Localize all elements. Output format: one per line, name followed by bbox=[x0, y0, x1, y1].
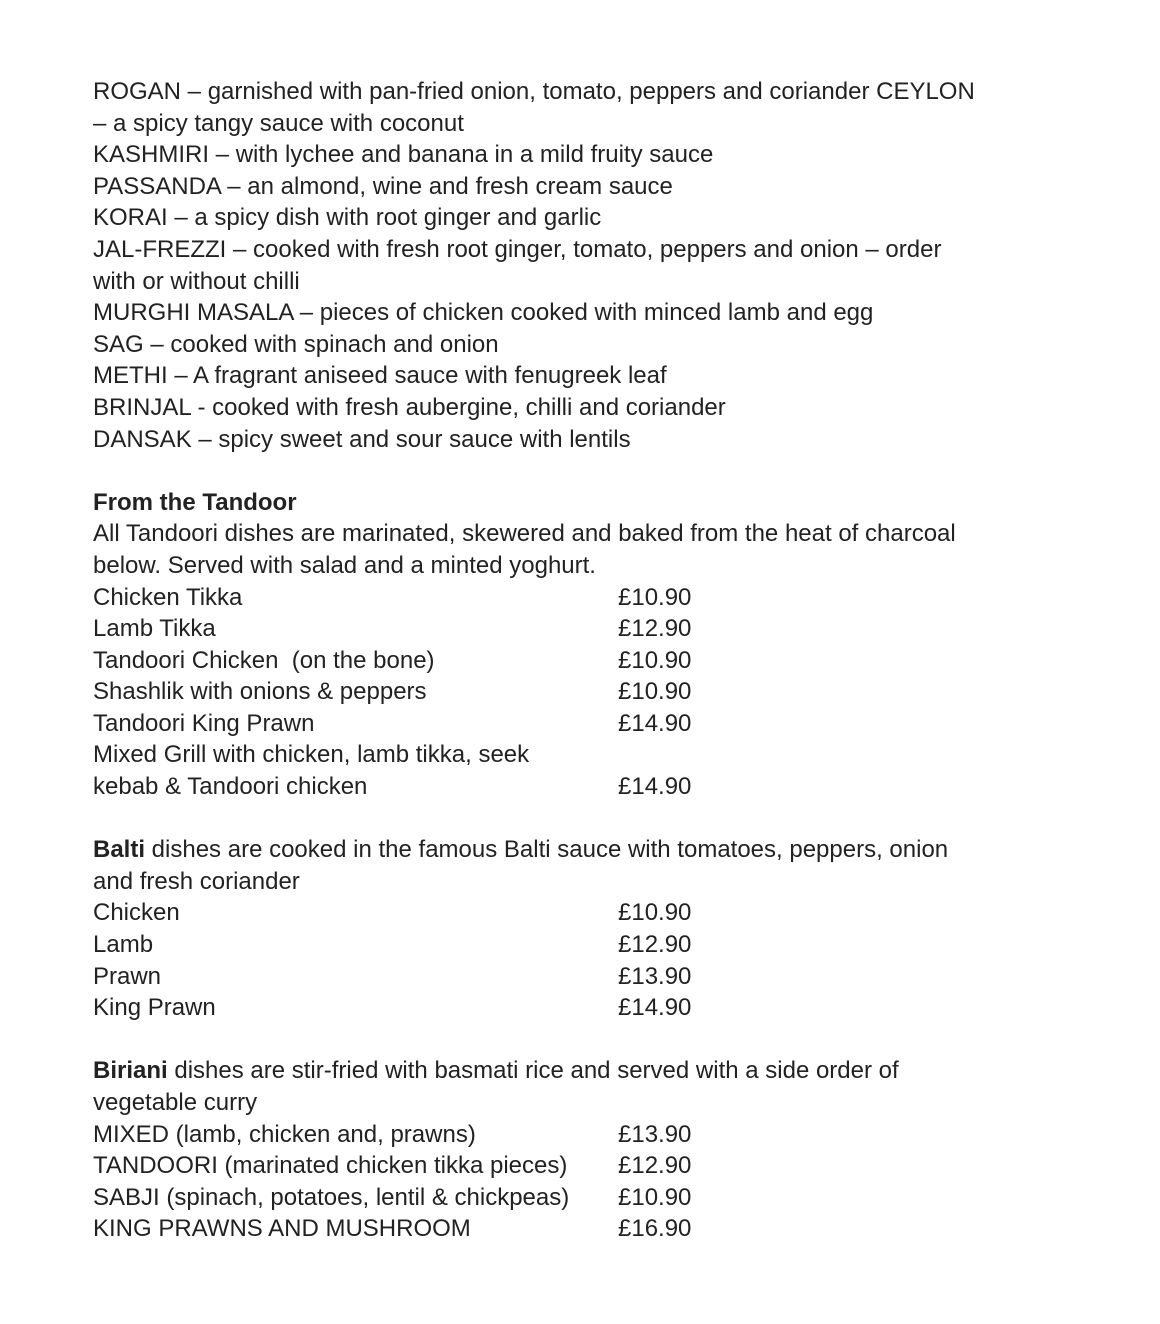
section-description: below. Served with salad and a minted yoghurt. bbox=[93, 551, 596, 579]
menu-item bbox=[93, 1150, 1053, 1182]
item-name: SABJI (spinach, potatoes, lentil & chickpeas) bbox=[93, 1183, 570, 1211]
sauce-line: MURGHI MASALA – pieces of chicken cooked with minced lamb and egg bbox=[93, 299, 874, 327]
item-name-line: kebab & Tandoori chicken bbox=[93, 773, 368, 801]
item-name: Prawn bbox=[93, 962, 162, 990]
menu-item bbox=[93, 645, 1053, 677]
item-price: £12.90 bbox=[618, 931, 692, 959]
item-price: £10.90 bbox=[618, 583, 692, 611]
menu-item bbox=[93, 676, 1053, 708]
section-spacer bbox=[93, 1024, 1053, 1056]
menu-page bbox=[93, 76, 1053, 1245]
item-name bbox=[93, 739, 529, 802]
item-name: KING PRAWNS AND MUSHROOM bbox=[93, 1215, 471, 1243]
sauce-line: ROGAN – garnished with pan-fried onion, tomato, peppers and coriander CEYLON bbox=[93, 78, 975, 105]
item-name: Chicken Tikka bbox=[93, 583, 243, 611]
section-description: and fresh coriander bbox=[93, 867, 300, 895]
item-price: £13.90 bbox=[618, 1120, 692, 1148]
section-description bbox=[93, 1055, 1053, 1087]
item-name: Chicken bbox=[93, 899, 180, 927]
sauce-line: SAG – cooked with spinach and onion bbox=[93, 330, 499, 358]
item-price: £12.90 bbox=[618, 615, 692, 643]
item-price: £12.90 bbox=[618, 1152, 692, 1180]
item-price: £10.90 bbox=[618, 899, 692, 927]
item-name: Shashlik with onions & peppers bbox=[93, 678, 427, 706]
item-price: £10.90 bbox=[618, 1183, 692, 1211]
item-price: £10.90 bbox=[618, 678, 692, 706]
item-name: MIXED (lamb, chicken and, prawns) bbox=[93, 1120, 476, 1148]
item-name: King Prawn bbox=[93, 994, 216, 1022]
sauce-line: METHI – A fragrant aniseed sauce with fenugreek leaf bbox=[93, 362, 667, 390]
section-spacer bbox=[93, 803, 1053, 835]
item-name: Lamb Tikka bbox=[93, 615, 216, 643]
section-heading: From the Tandoor bbox=[93, 488, 297, 516]
sauce-line: JAL-FREZZI – cooked with fresh root ginger, tomato, peppers and onion – order bbox=[93, 235, 942, 263]
sauce-list bbox=[93, 76, 1053, 455]
tandoor-section bbox=[93, 487, 1053, 803]
menu-item bbox=[93, 929, 1053, 961]
section-description-text: dishes are stir-fried with basmati rice and served with a side order of bbox=[167, 1057, 899, 1085]
menu-item bbox=[93, 739, 1053, 802]
menu-item bbox=[93, 1119, 1053, 1151]
biriani-section bbox=[93, 1055, 1053, 1245]
sauce-line: – a spicy tangy sauce with coconut bbox=[93, 109, 464, 137]
sauce-line: with or without chilli bbox=[93, 267, 300, 295]
sauce-line: BRINJAL - cooked with fresh aubergine, chilli and coriander bbox=[93, 393, 726, 421]
menu-item bbox=[93, 961, 1053, 993]
section-description bbox=[93, 834, 1053, 866]
item-price: £10.90 bbox=[618, 646, 692, 674]
sauce-line: KASHMIRI – with lychee and banana in a mild fruity sauce bbox=[93, 141, 714, 169]
menu-item bbox=[93, 708, 1053, 740]
menu-item bbox=[93, 582, 1053, 614]
item-price: £14.90 bbox=[618, 773, 692, 801]
sauce-line: PASSANDA – an almond, wine and fresh cream sauce bbox=[93, 172, 673, 200]
item-price: £14.90 bbox=[618, 994, 692, 1022]
menu-item bbox=[93, 992, 1053, 1024]
menu-item bbox=[93, 1213, 1053, 1245]
section-heading: Balti bbox=[93, 836, 146, 864]
item-price: £14.90 bbox=[618, 709, 692, 737]
item-name-line: Mixed Grill with chicken, lamb tikka, seek bbox=[93, 741, 530, 769]
menu-item bbox=[93, 1182, 1053, 1214]
item-name: Tandoori King Prawn bbox=[93, 709, 315, 737]
section-spacer bbox=[93, 455, 1053, 487]
menu-item bbox=[93, 897, 1053, 929]
sauce-line: DANSAK – spicy sweet and sour sauce with lentils bbox=[93, 425, 631, 453]
sauce-line: KORAI – a spicy dish with root ginger and garlic bbox=[93, 204, 602, 232]
item-name: TANDOORI (marinated chicken tikka pieces) bbox=[93, 1152, 568, 1180]
section-heading: Biriani bbox=[93, 1057, 168, 1085]
item-price: £16.90 bbox=[618, 1215, 692, 1243]
menu-item bbox=[93, 613, 1053, 645]
item-name: Tandoori Chicken (on the bone) bbox=[93, 646, 435, 674]
section-description: vegetable curry bbox=[93, 1089, 258, 1116]
item-price: £13.90 bbox=[618, 962, 692, 990]
item-name: Lamb bbox=[93, 931, 154, 959]
balti-section bbox=[93, 834, 1053, 1024]
section-description-text: dishes are cooked in the famous Balti sauce with tomatoes, peppers, onion bbox=[145, 836, 949, 864]
section-description: All Tandoori dishes are marinated, skewered and baked from the heat of charcoal bbox=[93, 520, 956, 548]
